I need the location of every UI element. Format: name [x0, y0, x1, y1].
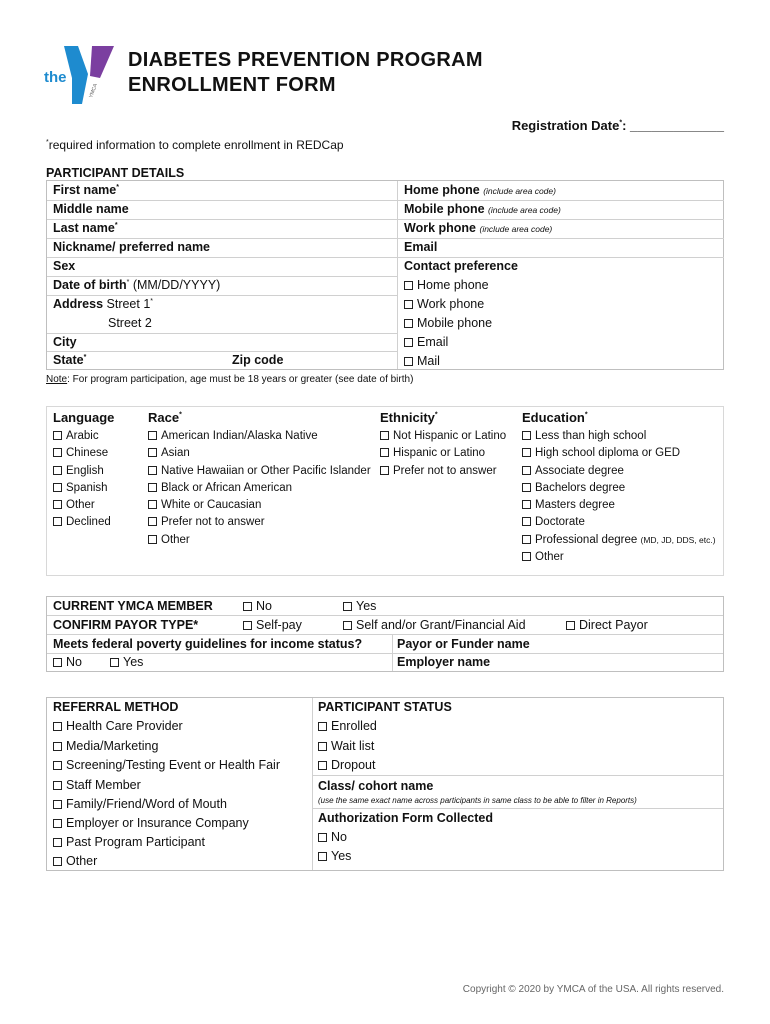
- payor-direct-checkbox[interactable]: [566, 618, 648, 632]
- age-note: [46, 374, 413, 385]
- option-label: Asian: [161, 447, 190, 460]
- option-label: American Indian/Alaska Native: [161, 430, 318, 442]
- contact-preference-label: Contact preference: [404, 259, 518, 273]
- education-professional-checkbox[interactable]: [522, 534, 716, 551]
- ethnicity-not-hispanic-checkbox[interactable]: [380, 430, 506, 447]
- option-label: Dropout: [331, 758, 376, 772]
- sex-label: Sex: [53, 259, 76, 273]
- email-label: Email: [404, 240, 438, 254]
- language-group: [53, 410, 114, 534]
- option-label: Past Program Participant: [66, 835, 205, 849]
- education-masters-checkbox[interactable]: [522, 499, 716, 516]
- option-label: Email: [417, 335, 449, 349]
- required-note: [46, 138, 344, 152]
- status-wait-list-checkbox[interactable]: [318, 739, 374, 753]
- ethnicity-group: [380, 410, 506, 482]
- payor-funder-name-field[interactable]: [397, 637, 530, 651]
- last-name-field[interactable]: [53, 221, 118, 235]
- option-label: Associate degree: [535, 464, 624, 477]
- option-label: Doctorate: [535, 516, 585, 529]
- contact-pref-mail-checkbox[interactable]: [404, 354, 440, 368]
- nickname-field[interactable]: [53, 240, 210, 254]
- education-group: [522, 410, 716, 568]
- required-marker: *: [584, 411, 588, 419]
- last-name-label: Last name: [53, 221, 115, 235]
- option-label: Mobile phone: [417, 316, 493, 330]
- education-less-than-hs-checkbox[interactable]: [522, 430, 716, 447]
- option-label: Professional degree: [535, 533, 638, 546]
- referral-past-participant-checkbox[interactable]: [53, 835, 205, 849]
- email-field[interactable]: [404, 240, 437, 254]
- zip-field[interactable]: [232, 353, 283, 367]
- authorization-no-checkbox[interactable]: [318, 830, 347, 844]
- participant-status-title: PARTICIPANT STATUS: [318, 700, 452, 714]
- required-marker: *: [434, 411, 438, 419]
- required-marker: *: [83, 353, 87, 361]
- referral-screening-checkbox[interactable]: [53, 758, 280, 772]
- current-member-label: CURRENT YMCA MEMBER: [53, 599, 213, 613]
- option-label: Less than high school: [535, 430, 647, 442]
- option-label: Other: [535, 551, 564, 564]
- street2-label: Street 2: [108, 316, 152, 330]
- required-marker: *: [116, 183, 119, 191]
- language-chinese-checkbox[interactable]: [53, 447, 114, 464]
- referral-staff-checkbox[interactable]: [53, 778, 141, 792]
- note-text: : For program participation, age must be 18 years or greater (see date of birth): [67, 374, 414, 385]
- education-title-text: Education: [522, 410, 585, 425]
- state-field[interactable]: [53, 353, 86, 367]
- registration-date[interactable]: [512, 118, 724, 133]
- employer-label: Employer name: [397, 655, 491, 669]
- option-label: Not Hispanic or Latino: [393, 430, 507, 442]
- title-line-1: DIABETES PREVENTION PROGRAM: [128, 49, 483, 71]
- option-label: Yes: [331, 849, 352, 863]
- referral-method-title: REFERRAL METHOD: [53, 700, 179, 714]
- form-title: [128, 48, 483, 98]
- required-marker: *: [46, 139, 49, 146]
- option-label: Bachelors degree: [535, 481, 626, 494]
- poverty-guidelines-label: Meets federal poverty guidelines for income status?: [53, 637, 363, 651]
- option-label: Arabic: [66, 430, 99, 442]
- registration-date-blank[interactable]: : _____________: [622, 118, 724, 133]
- education-other-checkbox[interactable]: [522, 551, 716, 568]
- race-group: [148, 410, 371, 551]
- option-label: Mail: [417, 354, 440, 368]
- option-label: Staff Member: [66, 777, 141, 792]
- logo-the-text: the: [44, 69, 67, 86]
- area-code-note: (include area code): [479, 224, 553, 234]
- middle-name-label: Middle name: [53, 202, 129, 216]
- education-hs-diploma-checkbox[interactable]: [522, 447, 716, 464]
- address-street2-field[interactable]: [108, 316, 152, 330]
- race-title: [148, 410, 371, 430]
- option-label: Self and/or Grant/Financial Aid: [356, 618, 526, 632]
- option-label: Work phone: [417, 297, 485, 311]
- referral-media-checkbox[interactable]: [53, 739, 158, 753]
- option-label: Direct Payor: [579, 618, 648, 632]
- language-spanish-checkbox[interactable]: [53, 482, 114, 499]
- area-code-note: (include area code): [488, 205, 561, 215]
- payor-funder-label: Payor or Funder name: [397, 637, 530, 651]
- city-label: City: [53, 335, 77, 349]
- payor-grant-checkbox[interactable]: [343, 618, 526, 632]
- race-other-checkbox[interactable]: [148, 534, 371, 551]
- contact-pref-work-checkbox[interactable]: [404, 297, 484, 311]
- required-marker: *: [150, 297, 154, 305]
- professional-degree-note: (MD, JD, DDS, etc.): [640, 534, 716, 545]
- state-label: State: [53, 353, 84, 367]
- option-label: High school diploma or GED: [535, 447, 681, 460]
- participant-details-title: PARTICIPANT DETAILS: [46, 166, 185, 180]
- required-marker: *: [126, 278, 130, 286]
- race-asian-checkbox[interactable]: [148, 447, 371, 464]
- option-label: Employer or Insurance Company: [66, 816, 249, 830]
- option-label: Yes: [356, 599, 377, 613]
- ethnicity-title-text: Ethnicity: [380, 410, 435, 425]
- education-doctorate-checkbox[interactable]: [522, 516, 716, 533]
- education-title: [522, 410, 716, 430]
- language-title: Language: [53, 410, 115, 425]
- class-cohort-label: Class/ cohort name: [318, 779, 434, 793]
- required-marker: *: [114, 221, 118, 229]
- race-american-indian-checkbox[interactable]: [148, 430, 371, 447]
- dob-field[interactable]: [53, 278, 220, 292]
- education-associate-checkbox[interactable]: [522, 465, 716, 482]
- option-label: White or Caucasian: [161, 499, 262, 512]
- language-english-checkbox[interactable]: [53, 465, 114, 482]
- logo-ymca-text: YMCA: [88, 83, 99, 99]
- race-black-checkbox[interactable]: [148, 482, 371, 499]
- mobile-phone-field[interactable]: [404, 202, 561, 216]
- referral-employer-checkbox[interactable]: [53, 816, 249, 830]
- home-phone-field[interactable]: [404, 183, 556, 197]
- work-phone-field[interactable]: [404, 221, 552, 235]
- ymca-logo: [42, 44, 124, 106]
- language-other-checkbox[interactable]: [53, 499, 114, 516]
- participant-details-box: [46, 180, 724, 370]
- option-label: Declined: [66, 516, 111, 529]
- copyright-notice: Copyright © 2020 by YMCA of the USA. All rights reserved.: [462, 984, 724, 995]
- option-label: Other: [161, 533, 190, 546]
- option-label: Black or African American: [161, 481, 293, 494]
- first-name-label: First name: [53, 183, 117, 197]
- race-white-checkbox[interactable]: [148, 499, 371, 516]
- option-label: Other: [66, 499, 95, 512]
- employer-name-field[interactable]: [397, 655, 490, 669]
- referral-other-checkbox[interactable]: [53, 854, 97, 868]
- referral-family-checkbox[interactable]: [53, 797, 227, 811]
- mobile-phone-label: Mobile phone: [404, 202, 485, 216]
- option-label: No: [331, 830, 347, 844]
- education-bachelors-checkbox[interactable]: [522, 482, 716, 499]
- option-label: Health Care Provider: [66, 719, 183, 733]
- language-arabic-checkbox[interactable]: [53, 430, 114, 447]
- option-label: English: [66, 464, 104, 477]
- option-label: Yes: [123, 655, 144, 669]
- registration-date-label: Registration Date: [511, 118, 620, 133]
- option-label: Wait list: [331, 738, 375, 753]
- area-code-note: (include area code): [483, 186, 556, 196]
- current-member-yes-checkbox[interactable]: [343, 599, 376, 613]
- option-label: Prefer not to answer: [393, 464, 497, 477]
- contact-pref-email-checkbox[interactable]: [404, 335, 448, 349]
- option-label: Prefer not to answer: [161, 516, 265, 529]
- option-label: Enrolled: [331, 719, 377, 733]
- option-label: Home phone: [417, 278, 489, 292]
- payor-type-label: CONFIRM PAYOR TYPE*: [53, 618, 199, 632]
- option-label: No: [256, 599, 272, 613]
- sex-field[interactable]: [53, 259, 75, 273]
- option-label: Native Hawaiian or Other Pacific Islander: [161, 464, 371, 477]
- option-label: Screening/Testing Event or Health Fair: [66, 758, 280, 772]
- poverty-yes-checkbox[interactable]: [110, 655, 143, 669]
- option-label: Masters degree: [535, 499, 615, 512]
- option-label: Spanish: [66, 481, 108, 494]
- nickname-label: Nickname/ preferred name: [53, 240, 211, 254]
- race-title-text: Race: [148, 410, 180, 425]
- authorization-yes-checkbox[interactable]: [318, 849, 351, 863]
- referral-health-care-checkbox[interactable]: [53, 719, 183, 733]
- required-marker: *: [619, 119, 623, 127]
- status-enrolled-checkbox[interactable]: [318, 719, 377, 733]
- home-phone-label: Home phone: [404, 183, 480, 197]
- class-cohort-note: (use the same exact name across participants in same class to be able to filter in Reports): [318, 796, 637, 805]
- required-note-text: required information to complete enrollment in REDCap: [48, 138, 344, 152]
- authorization-title: Authorization Form Collected: [318, 811, 493, 825]
- option-label: No: [66, 655, 82, 669]
- middle-name-field[interactable]: [53, 202, 129, 216]
- current-member-no-checkbox[interactable]: [243, 599, 272, 613]
- ethnicity-title: [380, 410, 506, 430]
- option-label: Self-pay: [256, 618, 302, 632]
- option-label: Chinese: [66, 447, 109, 460]
- first-name-field[interactable]: [53, 183, 119, 197]
- note-label: Note: [46, 374, 68, 385]
- option-label: Hispanic or Latino: [393, 447, 486, 460]
- language-declined-checkbox[interactable]: [53, 516, 114, 533]
- city-field[interactable]: [53, 335, 77, 349]
- title-line-2: ENROLLMENT FORM: [128, 74, 336, 96]
- address-label: Address: [53, 297, 104, 311]
- dob-label: Date of birth: [53, 278, 127, 292]
- address-street1-field[interactable]: [53, 297, 153, 311]
- contact-pref-mobile-checkbox[interactable]: [404, 316, 492, 330]
- class-cohort-name-field[interactable]: [318, 779, 433, 793]
- option-label: Other: [66, 854, 98, 868]
- option-label: Media/Marketing: [66, 738, 159, 753]
- ethnicity-prefer-not-checkbox[interactable]: [380, 465, 506, 482]
- work-phone-label: Work phone: [404, 221, 476, 235]
- ethnicity-hispanic-checkbox[interactable]: [380, 447, 506, 464]
- race-pacific-islander-checkbox[interactable]: [148, 465, 371, 482]
- payor-self-pay-checkbox[interactable]: [243, 618, 302, 632]
- street1-label: Street 1: [103, 297, 151, 311]
- required-marker: *: [179, 411, 182, 419]
- option-label: Family/Friend/Word of Mouth: [66, 797, 227, 811]
- poverty-no-checkbox[interactable]: [53, 655, 82, 669]
- zip-label: Zip code: [232, 353, 284, 367]
- race-prefer-not-checkbox[interactable]: [148, 516, 371, 533]
- dob-format: (MM/DD/YYYY): [129, 278, 221, 292]
- status-dropout-checkbox[interactable]: [318, 758, 375, 772]
- contact-pref-home-checkbox[interactable]: [404, 278, 489, 292]
